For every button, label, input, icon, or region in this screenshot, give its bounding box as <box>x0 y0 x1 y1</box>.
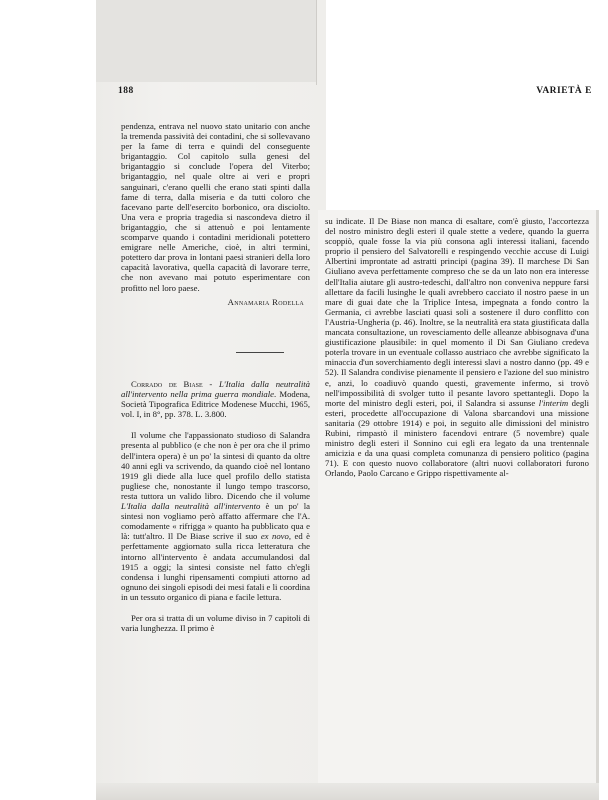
review-body-paragraph <box>121 430 310 602</box>
page-number: 188 <box>118 86 134 96</box>
section-divider <box>236 352 284 353</box>
running-head: VARIETÀ E <box>536 86 592 96</box>
citation-title: L'Italia dalla neutralità all'intervento nella prima guerra mondiale <box>121 379 310 400</box>
paper-bottom-shadow <box>96 783 599 800</box>
book-citation <box>121 379 310 419</box>
review-signature: Annamaria Rodella <box>227 296 304 307</box>
citation-details: . Modena, Società Tipografica Editrice Modenese Mucchi, 1965, vol. I, in 8°, pp. 378. L. 3.800. <box>121 389 311 420</box>
paper-fold-shadow <box>96 0 316 82</box>
right-column <box>325 216 589 478</box>
paper-fold-line <box>316 0 317 85</box>
left-column-bottom <box>121 379 310 633</box>
latin-phrase: l'interim <box>538 397 569 408</box>
book-title-inline: L'Italia dalla neutralità all'intervento <box>121 501 261 512</box>
review-continuation-paragraph <box>325 216 589 478</box>
latin-phrase: ex novo <box>260 531 289 542</box>
citation-separator: - <box>202 379 219 389</box>
citation-author: Corrado de Biase <box>131 379 203 389</box>
page-header <box>118 86 592 100</box>
review-text-part: Il volume che l'appassionato studioso di Salandra presenta al pubblico (e che non è per ora che il primo dell'intera opera) è un po' la sintesi di quanto da oltre 40 anni egli va scrivendo, da quando cioè nel lontano 1919 gli diede alla luce quel profilo dello statista pugliese che, nonostante il lungo tempo trascorso, resta tuttora un valido libro. Dicendo che il volume <box>121 430 310 501</box>
review-text-part: è un po' la sintesi non vogliamo però affatto affermare che l'A. comodamente « rifrigga » quanto ha pubblicato qua e là: tutt'altro. Il De Biase scrive il suo <box>121 501 310 542</box>
review-text-paragraph: pendenza, entrava nel nuovo stato unitario con anche la tremenda passività dei contadini, che si sollevavano per la fame di terra e quindi del conseguente brigantaggio. Col capitolo sulla genesi del brigantaggio si conclude l'opera del Viterbo; brigantaggio, nel quale oltre ai veri e propri sanguinari, c'erano quelli che erano stati spinti dalla fame di terra, dalla miseria e da tutti coloro che facevano parte dell'esercito borbonico, ora disciolto. Una vera e propria tragedia si nascondeva dietro il brigantaggio, che si attenuò e poi lentamente scomparve quando i contadini meridionali potettero emigrare nelle Americhe, cioè, in altri termini, potettero dar prova in lontani paesi stranieri della loro capacità lavorativa, quella capacità di lavorare terre, che non avevano mai potuto esperimentare con profitto nel loro paese. <box>121 121 310 293</box>
review-text-part: su indicate. Il De Biase non manca di esaltare, com'è giusto, l'accortezza del nostro ministro degli esteri il quale stette a vedere, quando la guerra scoppiò, quale fosse la via più consona agli interessi italiani, facendo proprio il pensiero del Salvatorelli e respingendo vecchie accuse di Luigi Albertini improntate ad astratti principi (pagina 39). Il marchese Di San Giuliano aveva perfettamente compreso che se da un lato non era interesse dell'Italia aiutare gli austro-tedeschi, dall'altro non conveniva neppure farsi allettare da facili lusinghe le quali avrebbero cacciato il nostro paese in un mare di guai date che la Triplice Intesa, impegnata a fondo contro la Germania, ci avrebbe lasciati quasi soli a sostenere il duro conflitto con l'Austria-Ungheria (p. 46). Inoltre, se la neutralità era stata giustificata dalla mancata consultazione, un rovesciamento delle alleanze abbisognava d'una giustificazione plausibile: in quel momento il Di San Giuliano credeva poterla trovare in un eventuale collasso austriaco che avrebbe significato la minaccia d'un soverchiamento degli interessi slavi a nostro danno (pp. 49 e 52). Il Salandra condivise pienamente il pensiero e l'azione del suo ministro e, anzi, lo coadiuvò quando questi, gravemente infermo, si trovò nell'impossibilità di svolger tutto il pesante lavoro spettantegli. Dopo la morte del ministro degli esteri, poi, il Salandra si assunse <box>325 216 589 408</box>
review-body-paragraph: Per ora si tratta di un volume diviso in 7 capitoli di varia lunghezza. Il primo è <box>121 612 310 634</box>
review-text-part: , ed è perfettamente aggiornato sulla ricca letteratura che intorno all'intervento è andata accumulandosi dal 1915 a oggi; la sintesi consiste nel fatto ch'egli condensa i lunghi ripensamenti compiuti attorno ad ognuno dei singoli episodi dei mesi fatali e li coordina in un tessuto organico di piana e facile lettura. <box>121 531 310 602</box>
left-column-top <box>121 121 310 307</box>
review-text-part: degli esteri, procedette all'occupazione di Valona sbarcandovi una missione sanitaria (29 ottobre 1914) e poi, in seguito alle dimissioni del ministro Rubini, rimpastò il ministero facendovi entrare (5 novembre) quale ministro degli esteri il Sonnino cui egli era legato da una trentennale amicizia e da una quasi completa comunanza di pensiero politico (pagina 71). E con questo nuovo collaboratore (altri nuovi collaboratori furono Orlando, Paolo Carcano e Grippo rispettivamente al- <box>325 397 590 479</box>
paper-edge-shadow <box>596 210 599 800</box>
